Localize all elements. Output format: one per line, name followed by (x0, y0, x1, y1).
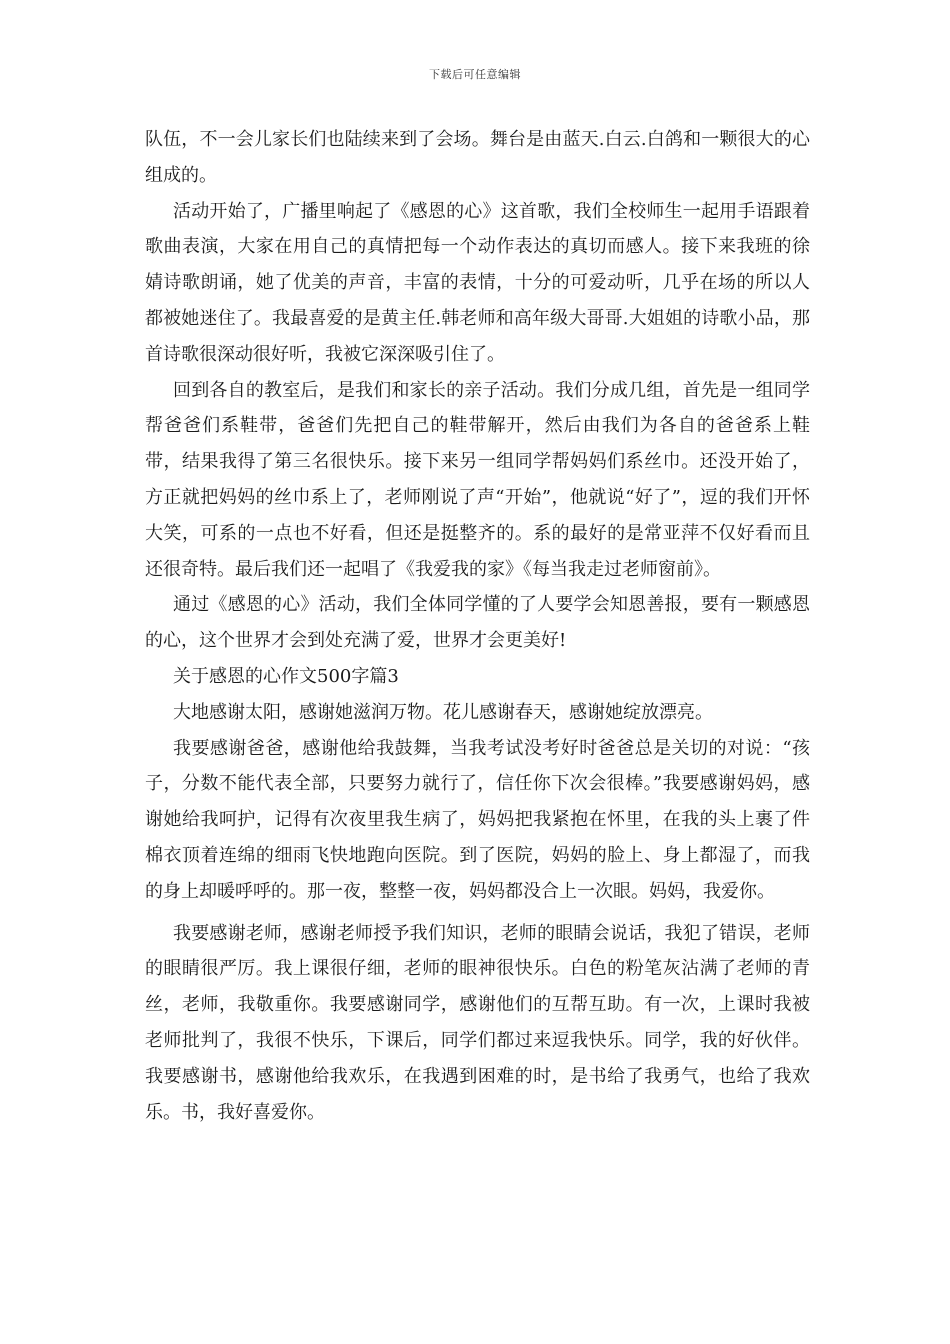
paragraph-gratitude-nature: 大地感谢太阳，感谢她滋润万物。花儿感谢春天，感谢她绽放漂亮。 (173, 701, 713, 723)
page-header-note: 下载后可任意编辑 (429, 68, 521, 81)
paragraph-continued: 队伍，不一会儿家长们也陆续来到了会场。舞台是由蓝天.白云.白鸽和一颗很大的心组成的。 (145, 129, 810, 186)
paragraph-parent-child: 回到各自的教室后，是我们和家长的亲子活动。我们分成几组，首先是一组同学帮爸爸们系鞋带，爸爸们先把自己的鞋带解开，然后由我们为各自的爸爸系上鞋带，结果我得了第三名很快乐。接下来另一组同学帮妈妈们系丝巾。还没开始了，方正就把妈妈的丝巾系上了，老师刚说了声“开始”，他就说“好了”，逗的我们开怀大笑，可系的一点也不好看，但还是挺整齐的。系的最好的是常亚萍不仅好看而且还很奇特。最后我们还一起唱了《我爱我的家》《每当我走过老师窗前》。 (145, 379, 810, 580)
paragraph-activity-start: 活动开始了，广播里响起了《感恩的心》这首歌，我们全校师生一起用手语跟着歌曲表演，大家在用自己的真情把每一个动作表达的真切而感人。接下来我班的徐婧诗歌朗诵，她了优美的声音，丰富的表情，十分的可爱动听，几乎在场的所以人都被她迷住了。我最喜爱的是黄主任.韩老师和高年级大哥哥.大姐姐的诗歌小品，那首诗歌很深动很好听，我被它深深吸引住了。 (145, 200, 810, 365)
paragraph-conclusion: 通过《感恩的心》活动，我们全体同学懂的了人要学会知恩善报，要有一颗感恩的心，这个世界才会到处充满了爱，世界才会更美好! (145, 594, 810, 652)
paragraph-gratitude-parents: 我要感谢爸爸，感谢他给我鼓舞，当我考试没考好时爸爸总是关切的对说：“孩子，分数不能代表全部，只要努力就行了，信任你下次会很棒。”我要感谢妈妈，感谢她给我呵护，记得有次夜里我生病了，妈妈把我紧抱在怀里，在我的头上裹了件棉衣顶着连绵的细雨飞快地跑向医院。到了医院，妈妈的脸上、身上都湿了，而我的身上却暖呼呼的。那一夜，整整一夜，妈妈都没合上一次眼。妈妈，我爱你。 (145, 737, 810, 902)
section-heading: 关于感恩的心作文500字篇3 (173, 665, 399, 687)
article-body (145, 122, 810, 1130)
paragraph-gratitude-teachers: 我要感谢老师，感谢老师授予我们知识，老师的眼睛会说话，我犯了错误，老师的眼睛很严厉。我上课很仔细，老师的眼神很快乐。白色的粉笔灰沾满了老师的青丝，老师，我敬重你。我要感谢同学，感谢他们的互帮互助。有一次，上课时我被老师批判了，我很不快乐，下课后，同学们都过来逗我快乐。同学，我的好伙伴。我要感谢书，感谢他给我欢乐，在我遇到困难的时，是书给了我勇气，也给了我欢乐。书，我好喜爱你。 (145, 922, 810, 1123)
